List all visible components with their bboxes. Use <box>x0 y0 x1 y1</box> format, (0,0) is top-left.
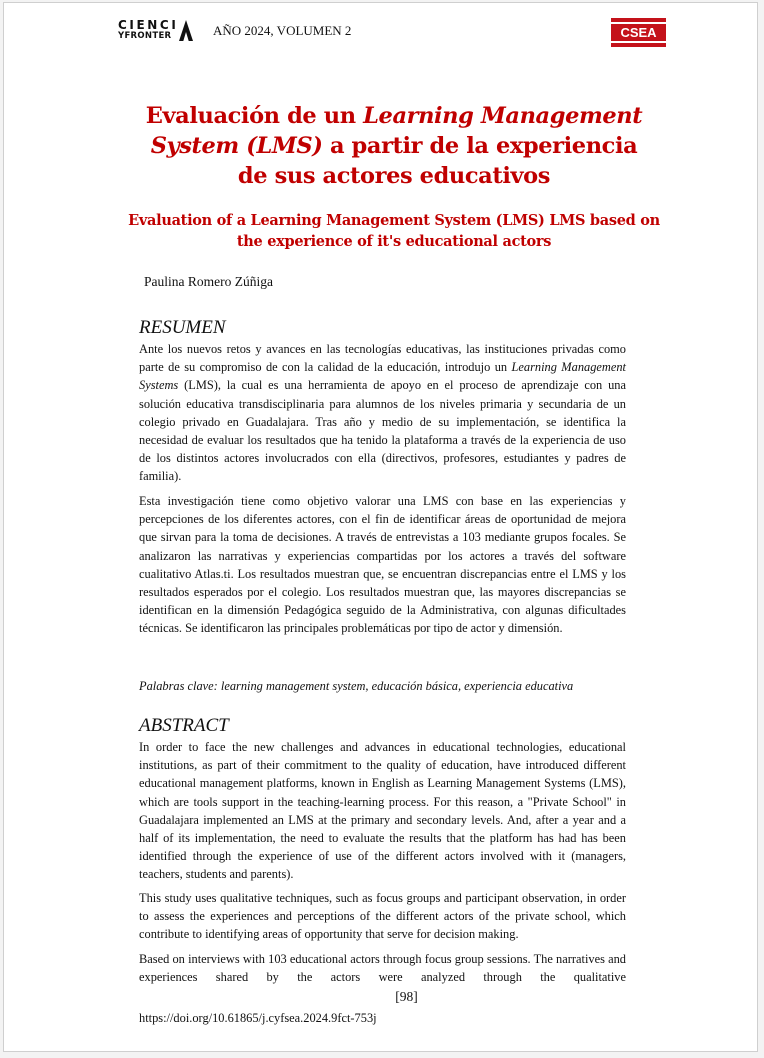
logo-text-line1: CIENCI <box>118 18 179 32</box>
ciencia-y-frontera-logo <box>118 19 194 45</box>
article-title: Evaluación de un Learning Management System (LMS) a partir de la experiencia de sus actores educativos <box>145 103 643 189</box>
logo-text-line2: YFRONTER <box>118 31 172 41</box>
abstract-heading: ABSTRACT <box>139 715 229 736</box>
title-italic-term: Learning Management System (LMS) <box>150 103 643 159</box>
resumen-heading: RESUMEN <box>139 317 226 338</box>
author-name: Paulina Romero Zúñiga <box>144 274 273 289</box>
journal-issue: AÑO 2024, VOLUMEN 2 <box>213 23 352 38</box>
resumen-paragraph-2: Esta investigación tiene como objetivo valorar una LMS con base en las experiencias y percepciones de los diferentes actores, con el fin de identificar áreas de oportunidad de mejora que sirvan para la toma de decisiones. A través de entrevistas a 103 mediante grupos focales. Se analizaron las narrativas y experiencias compartidas por los actores a través del software cualitativo Atlas.ti. Los resultados muestran que, se encuentran discrepancias entre el LMS y los resultados esperados por el colegio. Los resultados muestran que, las mayores discrepancias se identifican en la dimensión Pedagógica seguido de la Administrativa, con algunas dificultades técnicas. Se identificaron las principales problemáticas por tipo de actor y dimensión. <box>139 494 626 636</box>
article-subtitle-english: Evaluation of a Learning Management System (LMS) LMS based on the experience of it's educational actors <box>128 212 660 250</box>
keywords: Palabras clave: learning management system, educación básica, experiencia educativa <box>139 679 574 693</box>
document-page <box>3 2 758 1052</box>
abstract-paragraph-3: Based on interviews with 103 educational actors through focus group sessions. The narratives and experiences shared by the actors were analyzed through the qualitative <box>139 952 626 985</box>
page-number: [98] <box>395 989 418 1004</box>
abstract-paragraph-1: In order to face the new challenges and advances in educational technologies, educational institutions, as part of their commitment to the quality of education, have introduced different educational management platforms, known in English as Learning Management Systems (LMS), which are tools support in the teaching-learning process. For this reason, a "Private School" in Guadalajara implemented an LMS at the primary and secondary levels. And, after a year and a half of its implementation, the need to evaluate the results that the platform has had has been identified through the experience of use of the different actors involved with it (managers, teachers, students and parents). <box>139 740 626 882</box>
resumen-paragraph-1: Ante los nuevos retos y avances en las tecnologías educativas, las instituciones privadas como parte de su compromiso de con la calidad de la educación, introdujo un Learning Management Systems (LMS), la cual es una herramienta de apoyo en el proceso de aprendizaje con una solución educativa transdisciplinaria para alumnos de los niveles primaria y secundaria de un colegio privado en Guadalajara. Tras año y medio de su implementación, se identifica la necesidad de evaluar los resultados que ha tenido la plataforma a través de la experiencia de uso de los distintos actores involucrados con ella (directivos, profesores, estudiantes y padres de familia). <box>139 342 626 484</box>
csea-logo <box>611 18 666 48</box>
csea-logo-text: CSEA <box>611 24 666 41</box>
abstract-paragraph-2: This study uses qualitative techniques, such as focus groups and participant observation, in order to assess the experiences and perceptions of the different actors of the private school, which contribute to identifying areas of opportunity that serve for decision making. <box>139 891 626 942</box>
doi-link[interactable]: https://doi.org/10.61865/j.cyfsea.2024.9fct-753j <box>139 1011 377 1025</box>
